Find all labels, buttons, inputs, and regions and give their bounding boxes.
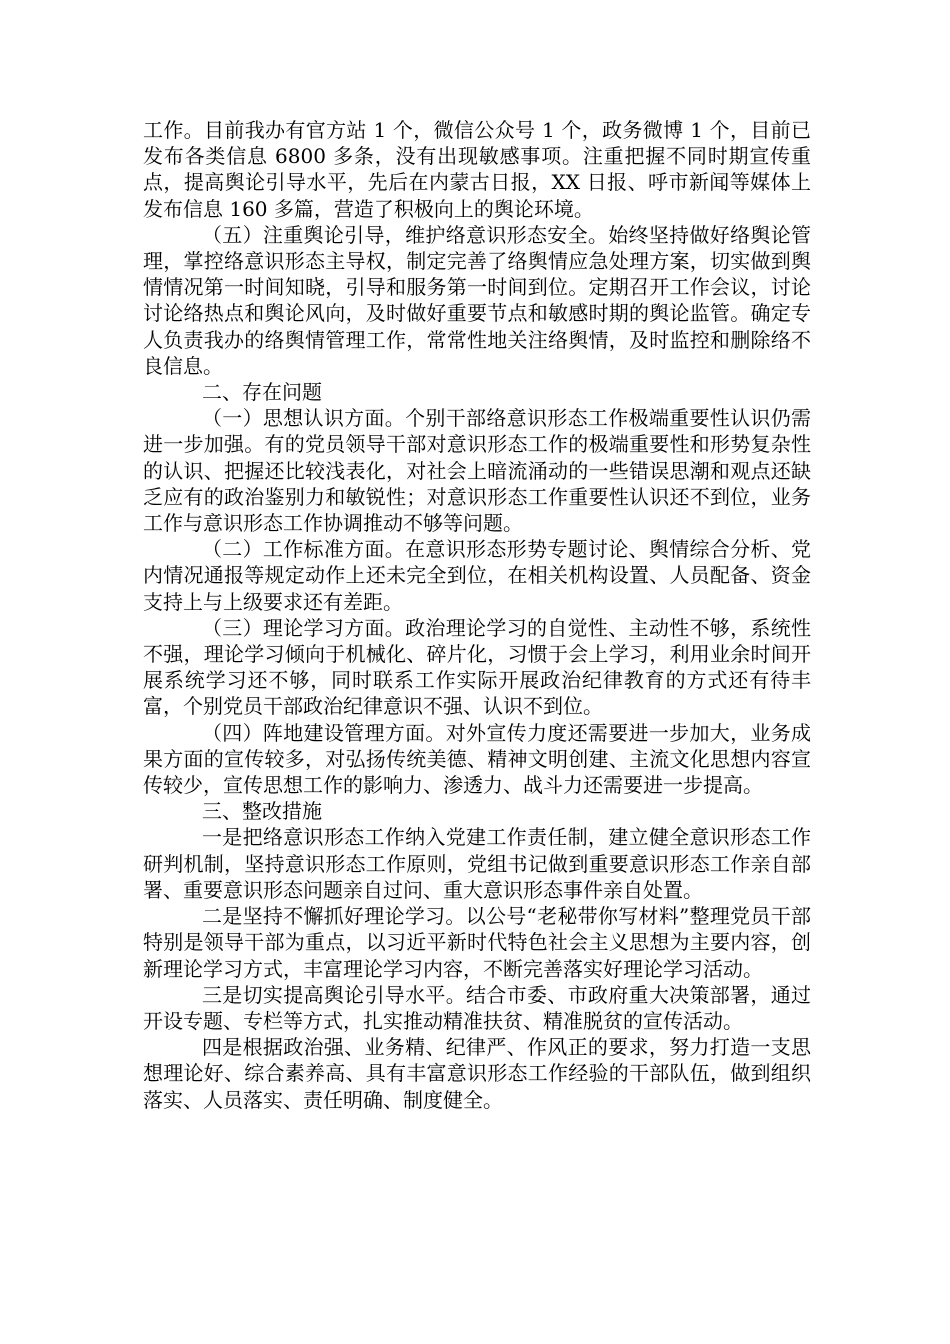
paragraph-measure-one: 一是把络意识形态工作纳入党建工作责任制，建立健全意识形态工作研判机制，坚持意识形态工作原则，党组书记做到重要意识形态工作亲自部署、重要意识形态问题亲自过问、重大意识形态事件亲自处置。 <box>143 825 811 902</box>
paragraph-front-management: （四）阵地建设管理方面。对外宣传力度还需要进一步加大，业务成果方面的宣传较多，对弘扬传统美德、精神文明创建、主流文化思想内容宣传较少，宣传思想工作的影响力、渗透力、战斗力还需要进一步提高。 <box>143 720 811 798</box>
paragraph-measure-four: 四是根据政治强、业务精、纪律严、作风正的要求，努力打造一支思想理论好、综合素养高、具有丰富意识形态工作经验的干部队伍，做到组织落实、人员落实、责任明确、制度健全。 <box>143 1035 811 1112</box>
paragraph-measure-two: 二是坚持不懈抓好理论学习。以公号“老秘带你写材料”整理党员干部特别是领导干部为重点，以习近平新时代特色社会主义思想为主要内容，创新理论学习方式，丰富理论学习内容，不断完善落实好理论学习活动。 <box>143 904 811 981</box>
document-body <box>143 117 811 1113</box>
paragraph-ideological-awareness: （一）思想认识方面。个别干部络意识形态工作极端重要性认识仍需进一步加强。有的党员领导干部对意识形态工作的极端重要性和形势复杂性的认识、把握还比较浅表化，对社会上暗流涌动的一些错误思潮和观点还缺乏应有的政治鉴别力和敏锐性；对意识形态工作重要性认识还不到位，业务工作与意识形态工作协调推动不够等问题。 <box>143 406 811 536</box>
section-heading-problems: 二、存在问题 <box>202 380 322 405</box>
section-heading-rectification: 三、整改措施 <box>202 799 322 824</box>
paragraph-work-standards: （二）工作标准方面。在意识形态形势专题讨论、舆情综合分析、党内情况通报等规定动作上还未完全到位，在相关机构设置、人员配备、资金支持上与上级要求还有差距。 <box>143 537 811 614</box>
paragraph-continuation: 工作。目前我办有官方站 1 个，微信公众号 1 个，政务微博 1 个，目前已发布各类信息 6800 多条，没有出现敏感事项。注重把握不同时期宣传重点，提高舆论引导水平，先后在内蒙古日报，XX 日报、呼市新闻等媒体上发布信息 160 多篇，营造了积极向上的舆论环境。 <box>143 118 811 221</box>
paragraph-measure-three: 三是切实提高舆论引导水平。结合市委、市政府重大决策部署，通过开设专题、专栏等方式，扎实推动精准扶贫、精准脱贫的宣传活动。 <box>143 982 811 1033</box>
paragraph-public-opinion-guidance: （五）注重舆论引导，维护络意识形态安全。始终坚持做好络舆论管理，掌控络意识形态主导权，制定完善了络舆情应急处理方案，切实做到舆情情况第一时间知晓，引导和服务第一时间到位。定期召开工作会议，讨论讨论络热点和舆论风向，及时做好重要节点和敏感时期的舆论监管。确定专人负责我办的络舆情管理工作，常常性地关注络舆情，及时监控和删除络不良信息。 <box>143 222 811 378</box>
paragraph-theory-study: （三）理论学习方面。政治理论学习的自觉性、主动性不够，系统性不强，理论学习倾向于机械化、碎片化，习惯于会上学习，利用业余时间开展系统学习还不够，同时联系工作实际开展政治纪律教育的方式还有待丰富，个别党员干部政治纪律意识不强、认识不到位。 <box>143 615 811 719</box>
